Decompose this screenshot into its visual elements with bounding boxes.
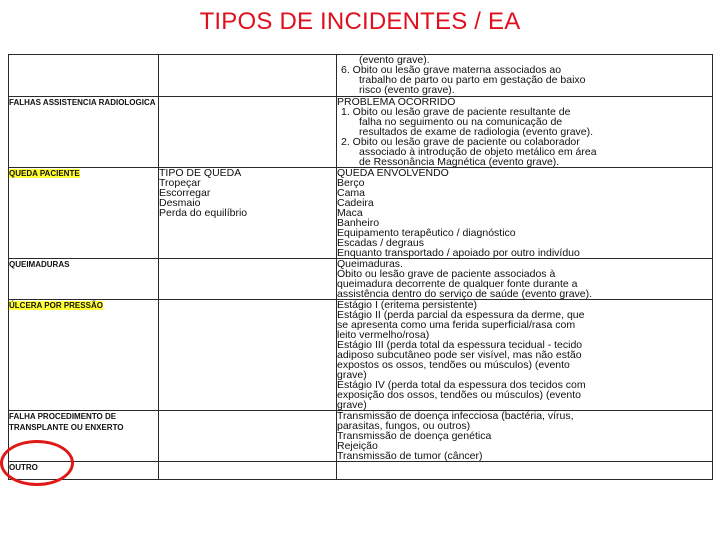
description-line: PROBLEMA OCORRIDO [337,97,456,107]
description-line: Cama [337,188,366,198]
description-line: grave) [337,370,367,380]
type-cell [159,300,337,411]
type-cell [159,462,337,480]
description-line: Estágio IV (perda total da espessura dos tecidos com [337,380,586,390]
description-line: exposição dos ossos, tendões ou músculos) (evento [337,390,581,400]
description-line: Banheiro [337,218,380,228]
description-line: Estágio II (perda parcial da espessura da derme, que [337,310,585,320]
description-line: grave) [337,400,367,410]
type-line: Desmaio [159,198,201,208]
category-label: OUTRO [9,463,38,472]
type-cell [159,411,337,462]
description-line: 6. Óbito ou lesão grave materna associados ao [341,65,562,75]
page-title: TIPOS DE INCIDENTES / EA [199,8,521,35]
table-row [9,97,713,168]
description-line: leito vermelho/rosa) [337,330,430,340]
description-line: Berço [337,178,365,188]
description-cell [337,168,713,259]
description-line: de Ressonância Magnética (evento grave). [359,157,560,167]
category-label: QUEIMADURAS [9,260,70,269]
description-line: Maca [337,208,363,218]
description-cell [337,462,713,480]
category-label: QUEDA PACIENTE [9,169,80,178]
category-cell [9,97,159,168]
category-label: FALHA PROCEDIMENTO DE TRANSPLANTE OU ENXERTO [9,412,124,432]
description-cell [337,259,713,300]
description-line: Enquanto transportado / apoiado por outro indivíduo [337,248,580,258]
description-line: queimadura decorrente de qualquer fonte durante a [337,279,578,289]
description-line: resultados de exame de radiologia (evento grave). [359,127,594,137]
description-line: 1. Óbito ou lesão grave de paciente resultante de [341,107,571,117]
description-line: falha no seguimento ou na comunicação de [359,117,563,127]
description-line: Transmissão de tumor (câncer) [337,451,483,461]
description-cell [337,411,713,462]
category-cell [9,55,159,97]
description-cell [337,55,713,97]
table-row [9,300,713,411]
description-line: Estágio III (perda total da espessura tecidual - tecido [337,340,583,350]
description-line: assistência dentro do serviço de saúde (evento grave). [337,289,593,299]
type-line: Perda do equilíbrio [159,208,248,218]
incident-types-table [8,54,713,480]
description-line: Equipamento terapêutico / diagnóstico [337,228,516,238]
table-row [9,168,713,259]
description-cell [337,97,713,168]
category-cell [9,259,159,300]
type-cell [159,259,337,300]
description-line: adiposo subcutâneo pode ser visível, mas não estão [337,350,582,360]
table-row [9,55,713,97]
type-cell [159,55,337,97]
description-line: Queimaduras. [337,259,403,269]
category-label: FALHAS ASSISTENCIA RADIOLOGICA [9,98,156,107]
type-line: TIPO DE QUEDA [159,168,242,178]
description-line: Cadeira [337,198,374,208]
description-line: Transmissão de doença infecciosa (bactéria, vírus, [337,411,574,421]
description-line: 2. Óbito ou lesão grave de paciente ou colaborador [341,137,580,147]
description-line: se apresenta como uma ferida superficial/rasa com [337,320,576,330]
description-line: Estágio I (eritema persistente) [337,300,478,310]
category-cell [9,300,159,411]
description-line: Óbito ou lesão grave de paciente associados à [337,269,556,279]
description-cell [337,300,713,411]
category-label: ÚLCERA POR PRESSÃO [9,301,103,310]
description-line: QUEDA ENVOLVENDO [337,168,449,178]
description-line: Rejeição [337,441,378,451]
highlight-circle [0,440,74,486]
table-row [9,411,713,462]
description-line: associado à introdução de objeto metálico em área [359,147,597,157]
description-line: parasitas, fungos, ou outros) [337,421,471,431]
description-line: risco (evento grave). [359,85,455,95]
type-line: Tropeçar [159,178,201,188]
description-line: trabalho de parto ou parto em gestação de baixo [359,75,586,85]
category-cell [9,168,159,259]
description-line: Escadas / degraus [337,238,424,248]
description-line: expostos os ossos, tendões ou músculos) (evento [337,360,570,370]
type-cell [159,168,337,259]
description-line: Transmissão de doença genética [337,431,492,441]
table-row [9,259,713,300]
type-line: Escorregar [159,188,211,198]
description-line: (evento grave). [359,55,430,65]
table-row [9,462,713,480]
type-cell [159,97,337,168]
